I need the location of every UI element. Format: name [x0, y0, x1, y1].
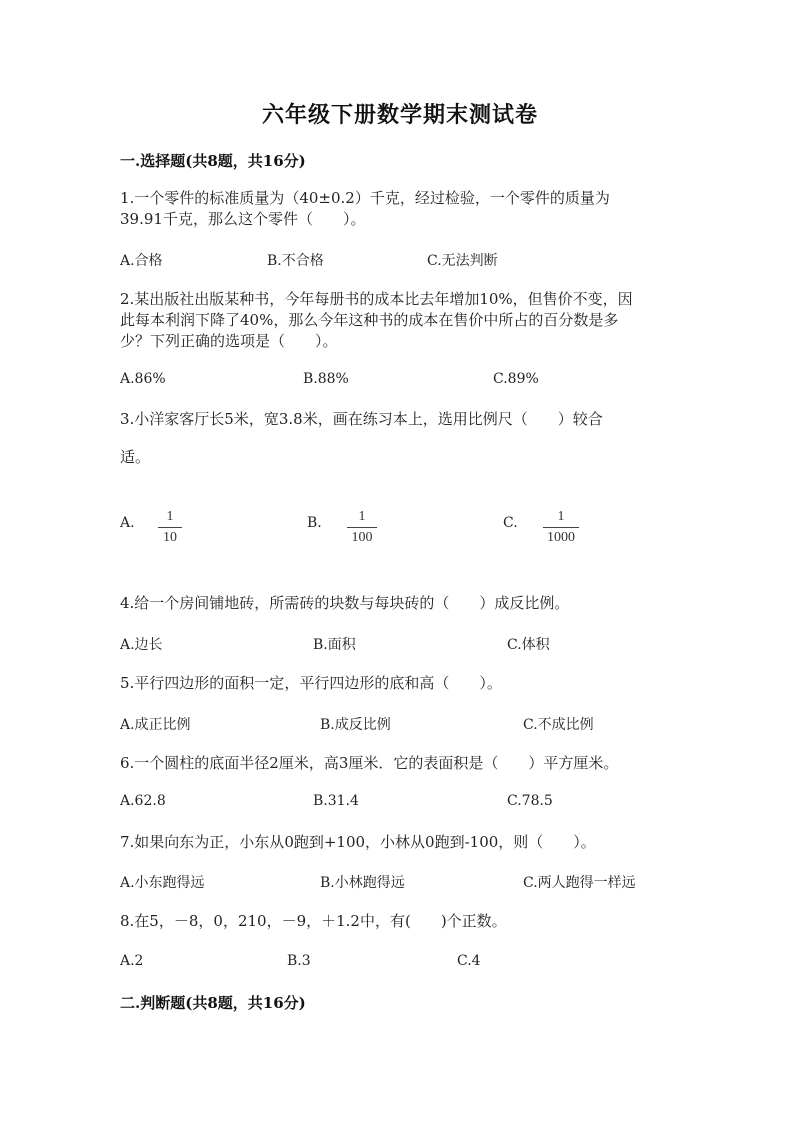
question-7-option-c[interactable]: C.两人跑得一样远: [523, 875, 636, 891]
question-5-option-a[interactable]: A.成正比例: [120, 717, 191, 733]
question-1-option-a[interactable]: A.合格: [120, 253, 163, 269]
question-3-fraction-a: [158, 508, 182, 547]
question-4-option-b[interactable]: B.面积: [313, 637, 356, 653]
fraction-a-bar: [158, 527, 182, 528]
question-4-option-a[interactable]: A.边长: [120, 637, 163, 653]
fraction-c-numerator: 1: [557, 509, 565, 524]
question-7-option-a[interactable]: A.小东跑得远: [120, 875, 205, 891]
fraction-b-bar: [347, 527, 377, 528]
question-3-option-c[interactable]: C.: [503, 515, 518, 531]
question-7-option-b[interactable]: B.小林跑得远: [320, 875, 405, 891]
fraction-b-numerator: 1: [358, 509, 366, 524]
question-2-option-a[interactable]: A.86%: [120, 371, 166, 387]
section-heading-multiple-choice: 一.选择题(共8题，共16分): [120, 152, 306, 170]
question-4-option-c[interactable]: C.体积: [507, 637, 550, 653]
question-8-option-a[interactable]: A.2: [120, 953, 144, 969]
question-1-option-b[interactable]: B.不合格: [267, 253, 324, 269]
fraction-a-denominator: 10: [163, 530, 177, 545]
question-1-option-c[interactable]: C.无法判断: [427, 253, 498, 269]
fraction-c-bar: [543, 527, 579, 528]
question-8-line-1: 8.在5，－8，0，210，－9，＋1.2中，有( )个正数。: [120, 912, 507, 930]
question-8-option-c[interactable]: C.4: [457, 953, 481, 969]
question-5-option-b[interactable]: B.成反比例: [320, 717, 391, 733]
question-7-line-1: 7.如果向东为正，小东从0跑到+100，小林从0跑到-100，则（ ）。: [120, 833, 596, 851]
fraction-b-denominator: 100: [351, 530, 373, 545]
question-8-option-b[interactable]: B.3: [287, 953, 311, 969]
question-2-line-2: 此每本利润下降了40%，那么今年这种书的成本在售价中所占的百分数是多: [120, 311, 619, 329]
fraction-a-numerator: 1: [166, 509, 174, 524]
question-5-line-1: 5.平行四边形的面积一定，平行四边形的底和高（ ）。: [120, 674, 502, 692]
question-2-option-c[interactable]: C.89%: [493, 371, 539, 387]
section-heading-true-false: 二.判断题(共8题，共16分): [120, 994, 306, 1012]
page-title: 六年级下册数学期末测试卷: [261, 102, 538, 128]
question-1-line-1: 1.一个零件的标准质量为（40±0.2）千克，经过检验，一个零件的质量为: [120, 189, 610, 207]
question-6-line-1: 6.一个圆柱的底面半径2厘米，高3厘米．它的表面积是（ ）平方厘米。: [120, 754, 619, 772]
question-3-line-1: 3.小洋家客厅长5米，宽3.8米，画在练习本上，选用比例尺（ ）较合: [120, 410, 603, 428]
question-5-option-c[interactable]: C.不成比例: [523, 717, 594, 733]
question-3-line-2: 适。: [120, 448, 151, 466]
question-3-fraction-b: [347, 508, 377, 547]
question-2-option-b[interactable]: B.88%: [303, 371, 349, 387]
fraction-c-denominator: 1000: [547, 530, 575, 545]
question-6-option-c[interactable]: C.78.5: [507, 793, 553, 809]
question-3-fraction-c: [543, 508, 579, 547]
question-4-line-1: 4.给一个房间铺地砖，所需砖的块数与每块砖的（ ）成反比例。: [120, 594, 570, 612]
question-2-line-1: 2.某出版社出版某种书，今年每册书的成本比去年增加10%，但售价不变，因: [120, 290, 633, 308]
question-6-option-b[interactable]: B.31.4: [313, 793, 359, 809]
question-1-line-2: 39.91千克，那么这个零件（ ）。: [120, 210, 366, 228]
question-3-option-b[interactable]: B.: [307, 515, 322, 531]
question-6-option-a[interactable]: A.62.8: [120, 793, 166, 809]
question-2-line-3: 少？下列正确的选项是（ ）。: [120, 332, 338, 350]
question-3-option-a[interactable]: A.: [120, 515, 135, 531]
